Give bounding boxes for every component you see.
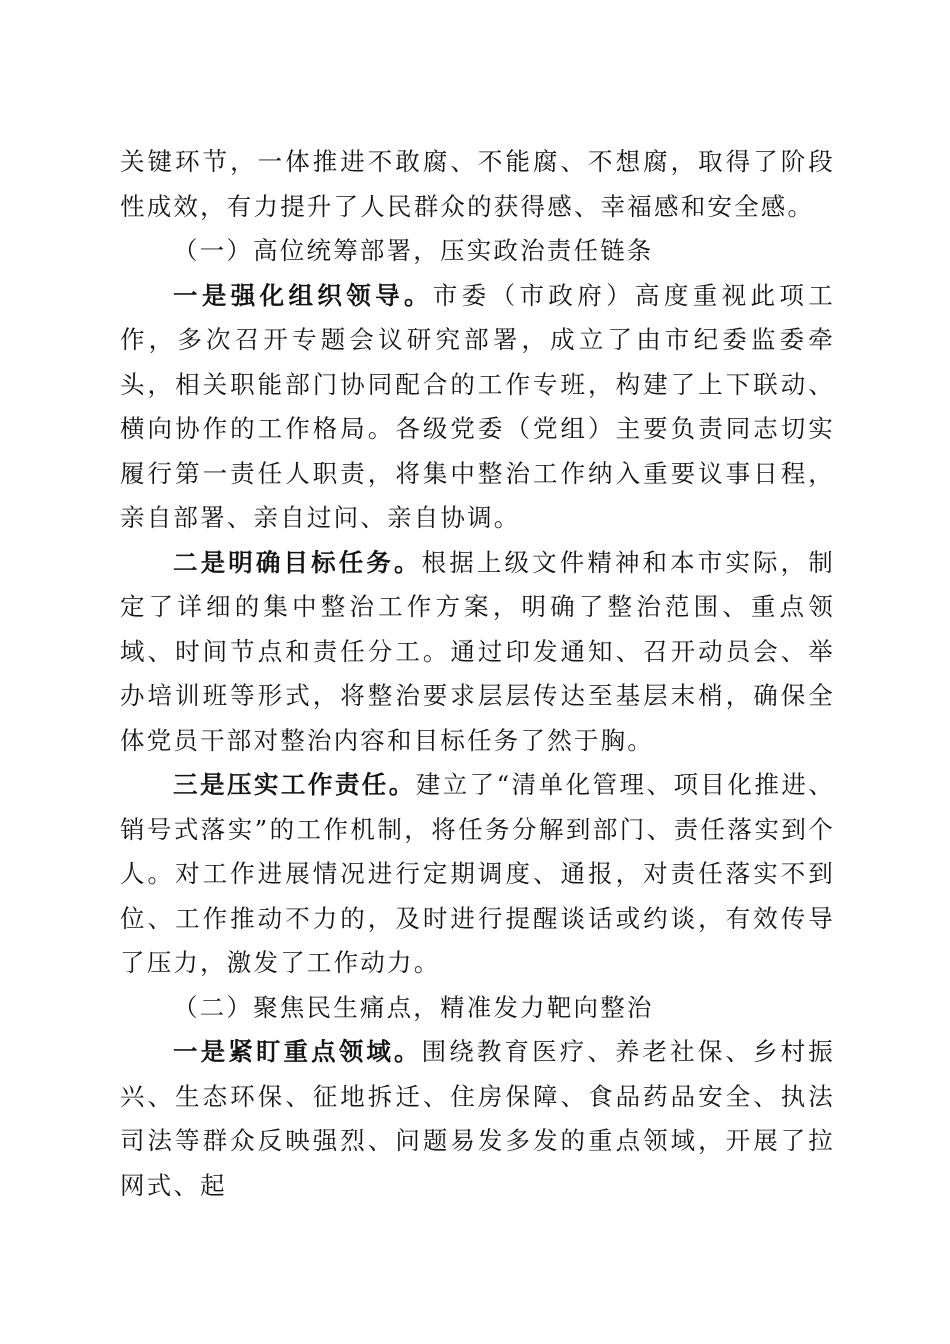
document-body xyxy=(120,140,835,1208)
list-item xyxy=(120,274,835,541)
continuation-paragraph xyxy=(120,140,835,229)
item-lead: 三是压实工作责任。 xyxy=(173,770,416,799)
section-heading-text: （一）高位统筹部署，压实政治责任链条 xyxy=(173,236,654,265)
item-text: 根据上级文件精神和本市实际，制定了详细的集中整治工作方案，明确了整治范围、重点领域、时间节点和责任分工。通过印发通知、召开动员会、举办培训班等形式，将整治要求层层传达至基层末梢，确保全体党员干部对整治内容和目标任务了然于胸。 xyxy=(120,547,835,755)
section-heading-1 xyxy=(120,229,835,274)
item-lead: 二是明确目标任务。 xyxy=(173,547,422,577)
item-lead: 一是强化组织领导。 xyxy=(173,280,433,310)
list-item xyxy=(120,1030,835,1208)
paragraph-text: 关键环节，一体推进不敢腐、不能腐、不想腐，取得了阶段性成效，有力提升了人民群众的获得感、幸福感和安全感。 xyxy=(120,147,835,221)
list-item xyxy=(120,763,835,986)
item-text: 围绕教育医疗、养老社保、乡村振兴、生态环保、征地拆迁、住房保障、食品药品安全、执法司法等群众反映强烈、问题易发多发的重点领域，开展了拉网式、起 xyxy=(120,1037,835,1200)
section-heading-2 xyxy=(120,986,835,1031)
section-heading-text: （二）聚焦民生痛点，精准发力靶向整治 xyxy=(173,992,654,1022)
item-text: 市委（市政府）高度重视此项工作，多次召开专题会议研究部署，成立了由市纪委监委牵头，相关职能部门协同配合的工作专班，构建了上下联动、横向协作的工作格局。各级党委（党组）主要负责同志切实履行第一责任人职责，将集中整治工作纳入重要议事日程，亲自部署、亲自过问、亲自协调。 xyxy=(120,280,835,532)
item-lead: 一是紧盯重点领域。 xyxy=(173,1037,422,1066)
list-item xyxy=(120,541,835,764)
item-text: 建立了“清单化管理、项目化推进、销号式落实”的工作机制，将任务分解到部门、责任落实到个人。对工作进展情况进行定期调度、通报，对责任落实不到位、工作推动不力的，及时进行提醒谈话或约谈，有效传导了压力，激发了工作动力。 xyxy=(120,770,835,977)
